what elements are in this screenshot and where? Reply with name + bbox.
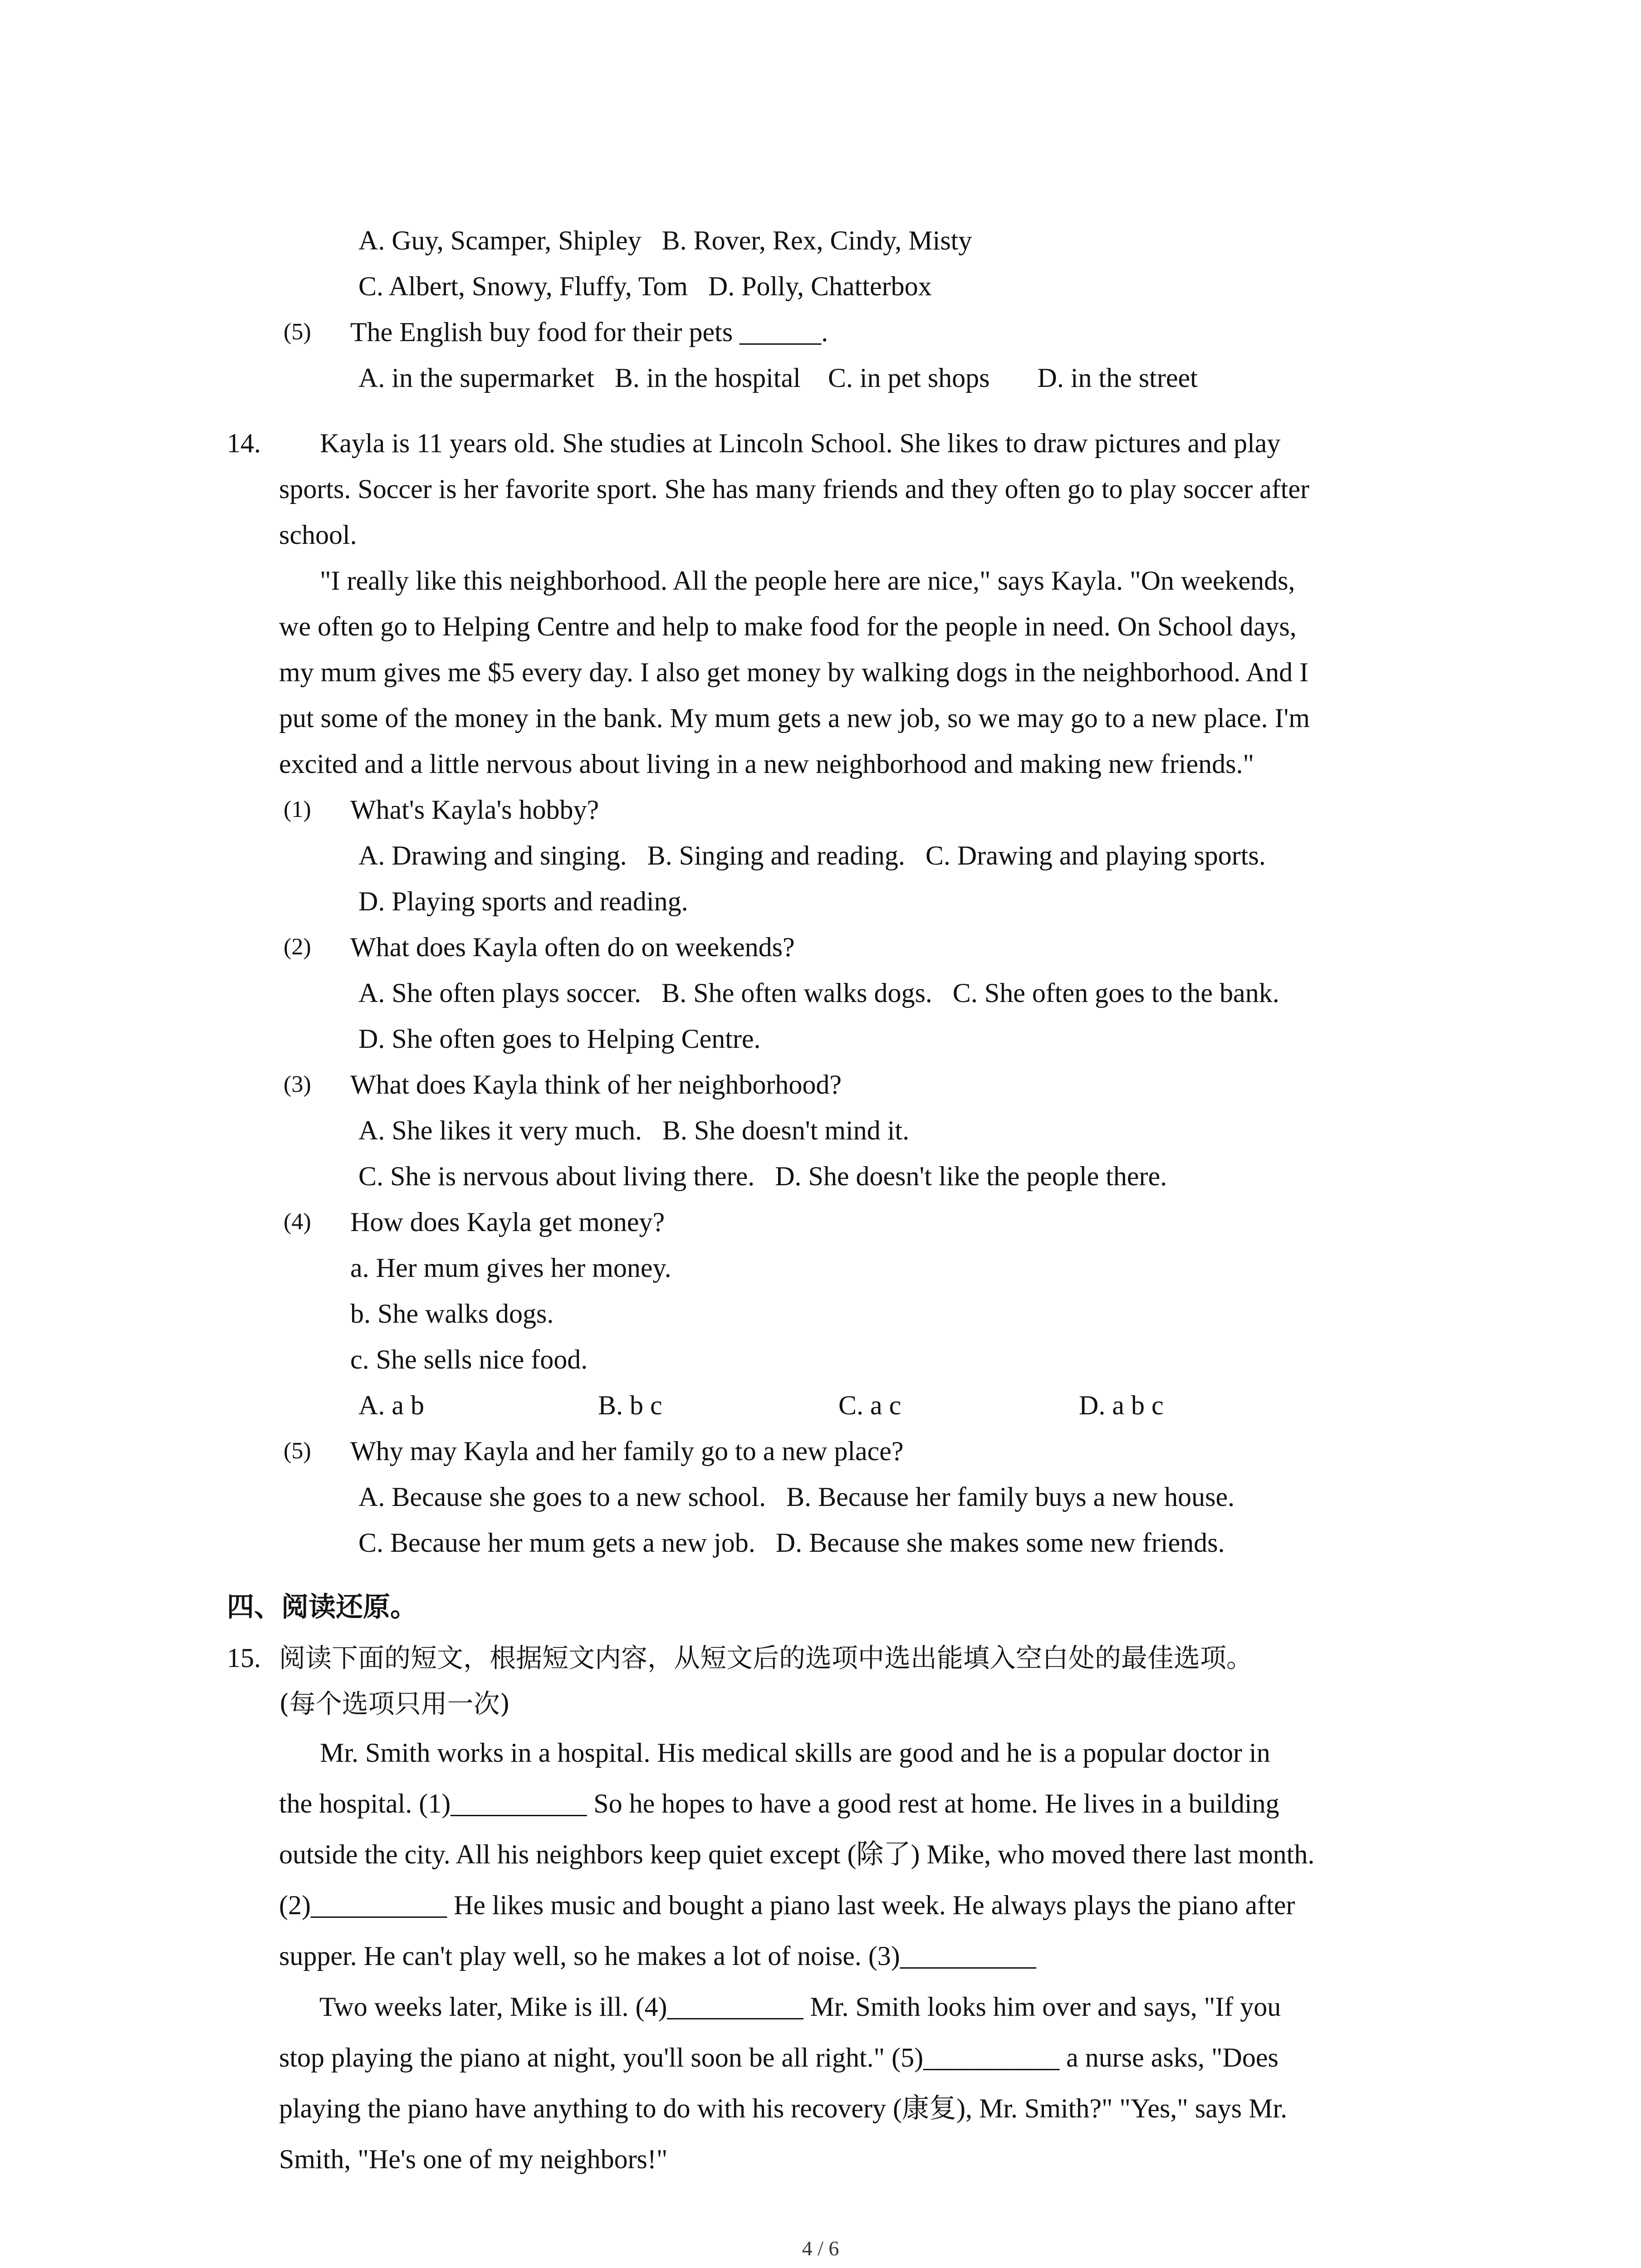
option-line: C. She is nervous about living there. D. She doesn't like the people there. xyxy=(358,1161,1167,1191)
question-number: 14. xyxy=(227,428,261,458)
instruction-text: (每个选项只用一次) xyxy=(279,1688,510,1719)
passage-line: stop playing the piano at night, you'll soon be all right." (5)__________ a nurse asks, "Does xyxy=(279,2043,1279,2072)
option-line: A. Drawing and singing. B. Singing and reading. C. Drawing and playing sports. xyxy=(358,841,1266,870)
option-item: C. a c xyxy=(838,1390,901,1420)
question-number: (2) xyxy=(284,934,311,960)
question-text: Why may Kayla and her family go to a new place? xyxy=(350,1436,904,1466)
sub-item: a. Her mum gives her money. xyxy=(350,1253,671,1283)
question-number: (5) xyxy=(284,1438,311,1464)
option-item: B. b c xyxy=(598,1390,662,1420)
option-line: A. She often plays soccer. B. She often walks dogs. C. She often goes to the bank. xyxy=(358,978,1279,1008)
question-text: What does Kayla often do on weekends? xyxy=(350,932,795,962)
passage-line: outside the city. All his neighbors keep quiet except (除了) Mike, who moved there last month. xyxy=(279,1839,1315,1869)
question-text: The English buy food for their pets ______. xyxy=(350,317,828,347)
option-line: D. Playing sports and reading. xyxy=(358,886,688,916)
option-line: A. She likes it very much. B. She doesn't mind it. xyxy=(358,1115,910,1145)
sub-item: c. She sells nice food. xyxy=(350,1344,588,1374)
passage-line: supper. He can't play well, so he makes a lot of noise. (3)__________ xyxy=(279,1941,1036,1971)
section-heading: 四、阅读还原。 xyxy=(227,1591,417,1623)
question-number: 15. xyxy=(227,1643,261,1673)
q13-option-line: A. in the supermarket B. in the hospital C. in pet shops D. in the street xyxy=(358,363,1198,393)
question-number: (1) xyxy=(284,797,311,822)
passage-line: "I really like this neighborhood. All the people here are nice," says Kayla. "On weekends, xyxy=(279,566,1295,596)
q13-option-line: C. Albert, Snowy, Fluffy, Tom D. Polly, Chatterbox xyxy=(358,271,932,301)
question-number: (5) xyxy=(284,319,311,345)
option-line: D. She often goes to Helping Centre. xyxy=(358,1024,761,1054)
option-line: A. Because she goes to a new school. B. Because her family buys a new house. xyxy=(358,1482,1235,1512)
passage-line: Kayla is 11 years old. She studies at Lincoln School. She likes to draw pictures and play xyxy=(279,428,1281,458)
question-number: (4) xyxy=(284,1209,311,1235)
q13-option-line: A. Guy, Scamper, Shipley B. Rover, Rex, Cindy, Misty xyxy=(358,225,972,255)
passage-line: (2)__________ He likes music and bought a piano last week. He always plays the piano after xyxy=(279,1890,1295,1920)
passage-line: we often go to Helping Centre and help to make food for the people in need. On School days, xyxy=(279,611,1297,641)
sub-item: b. She walks dogs. xyxy=(350,1299,554,1329)
passage-line: sports. Soccer is her favorite sport. She has many friends and they often go to play soccer after xyxy=(279,474,1309,504)
question-text: How does Kayla get money? xyxy=(350,1207,665,1237)
question-text: What does Kayla think of her neighborhood? xyxy=(350,1070,842,1100)
instruction-text: 阅读下面的短文，根据短文内容，从短文后的选项中选出能填入空白处的最佳选项。 xyxy=(279,1642,1253,1673)
passage-line: Two weeks later, Mike is ill. (4)__________ Mr. Smith looks him over and says, "If you xyxy=(279,1992,1281,2022)
page-number: 4 / 6 xyxy=(802,2237,839,2260)
question-number: (3) xyxy=(284,1071,311,1097)
passage-line: my mum gives me $5 every day. I also get money by walking dogs in the neighborhood. And I xyxy=(279,657,1309,687)
passage-line: playing the piano have anything to do with his recovery (康复), Mr. Smith?" "Yes," says Mr. xyxy=(279,2093,1288,2123)
option-item: A. a b xyxy=(358,1390,424,1420)
passage-line: school. xyxy=(279,520,357,550)
passage-line: excited and a little nervous about living in a new neighborhood and making new friends." xyxy=(279,749,1254,779)
option-line: C. Because her mum gets a new job. D. Because she makes some new friends. xyxy=(358,1528,1225,1558)
passage-line: Mr. Smith works in a hospital. His medical skills are good and he is a popular doctor in xyxy=(279,1738,1270,1768)
passage-line: Smith, "He's one of my neighbors!" xyxy=(279,2144,668,2174)
passage-line: the hospital. (1)__________ So he hopes to have a good rest at home. He lives in a building xyxy=(279,1789,1279,1818)
question-text: What's Kayla's hobby? xyxy=(350,795,599,825)
passage-line: put some of the money in the bank. My mum gets a new job, so we may go to a new place. I'm xyxy=(279,703,1310,733)
option-item: D. a b c xyxy=(1079,1390,1164,1420)
